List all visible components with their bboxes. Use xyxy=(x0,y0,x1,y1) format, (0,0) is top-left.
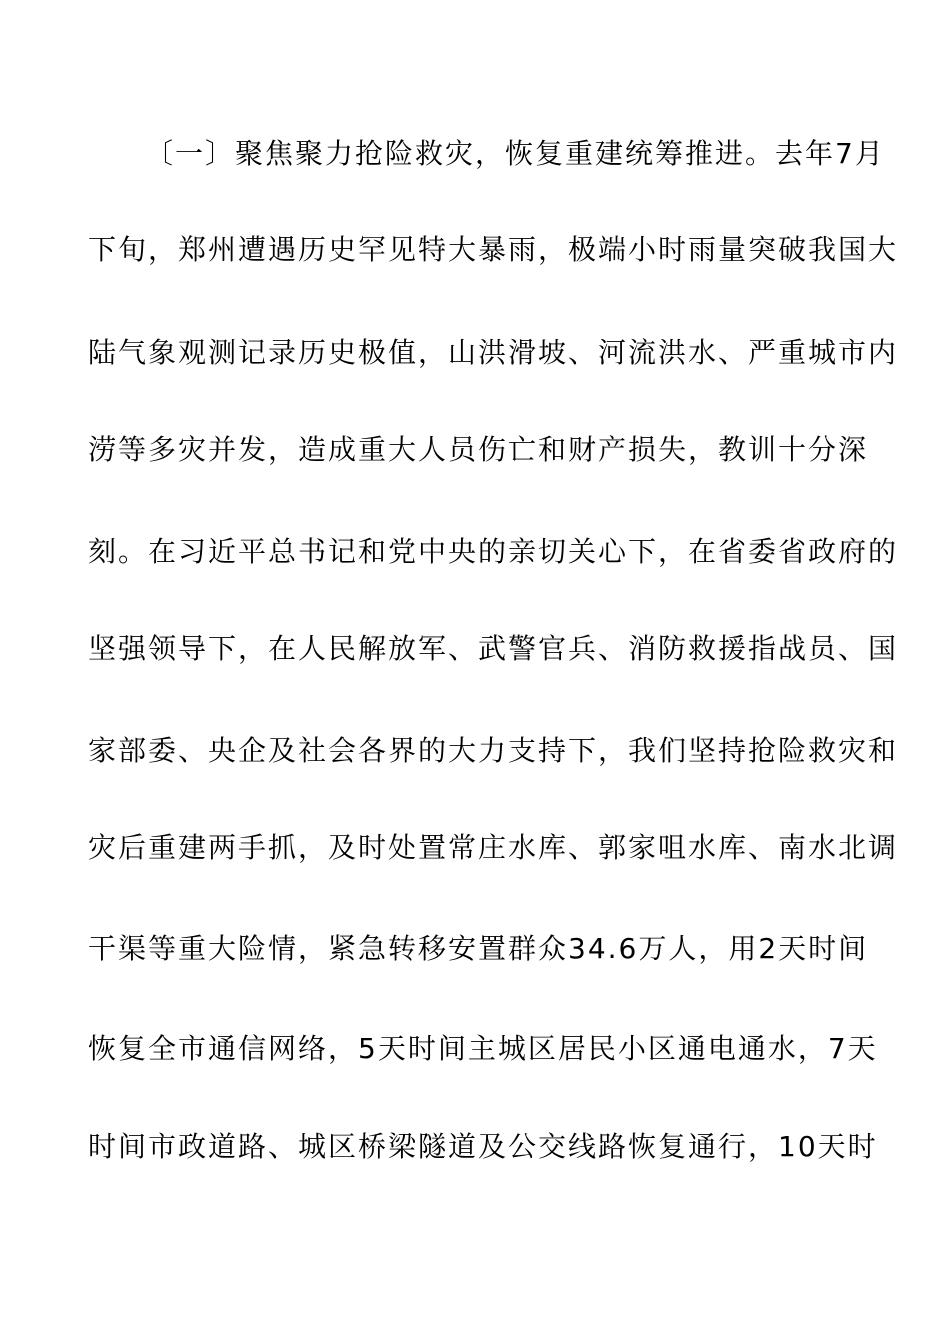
paragraph-line-9: 干渠等重大险情，紧急转移安置群众34.6万人，用2天时间 xyxy=(88,932,869,965)
paragraph-line-8: 灾后重建两手抓，及时处置常庄水库、郭家咀水库、南水北调 xyxy=(88,831,899,864)
paragraph-line-10: 恢复全市通信网络，5天时间主城区居民小区通电通水，7天 xyxy=(88,1032,878,1065)
paragraph-line-7: 家部委、央企及社会各界的大力支持下，我们坚持抢险救灾和 xyxy=(88,734,899,767)
paragraph-line-1: 〔一〕聚焦聚力抢险救灾，恢复重建统筹推进。去年7月 xyxy=(145,137,885,170)
paragraph-line-11: 时间市政道路、城区桥梁隧道及公交线路恢复通行，10天时 xyxy=(88,1130,878,1163)
paragraph-line-4: 涝等多灾并发，造成重大人员伤亡和财产损失，教训十分深 xyxy=(88,433,869,466)
paragraph-line-6: 坚强领导下，在人民解放军、武警官兵、消防救援指战员、国 xyxy=(88,632,899,665)
paragraph-line-5: 刻。在习近平总书记和党中央的亲切关心下，在省委省政府的 xyxy=(88,535,899,568)
paragraph-line-2: 下旬，郑州遭遇历史罕见特大暴雨，极端小时雨量突破我国大 xyxy=(88,233,899,266)
paragraph-line-3: 陆气象观测记录历史极值，山洪滑坡、河流洪水、严重城市内 xyxy=(88,336,899,369)
